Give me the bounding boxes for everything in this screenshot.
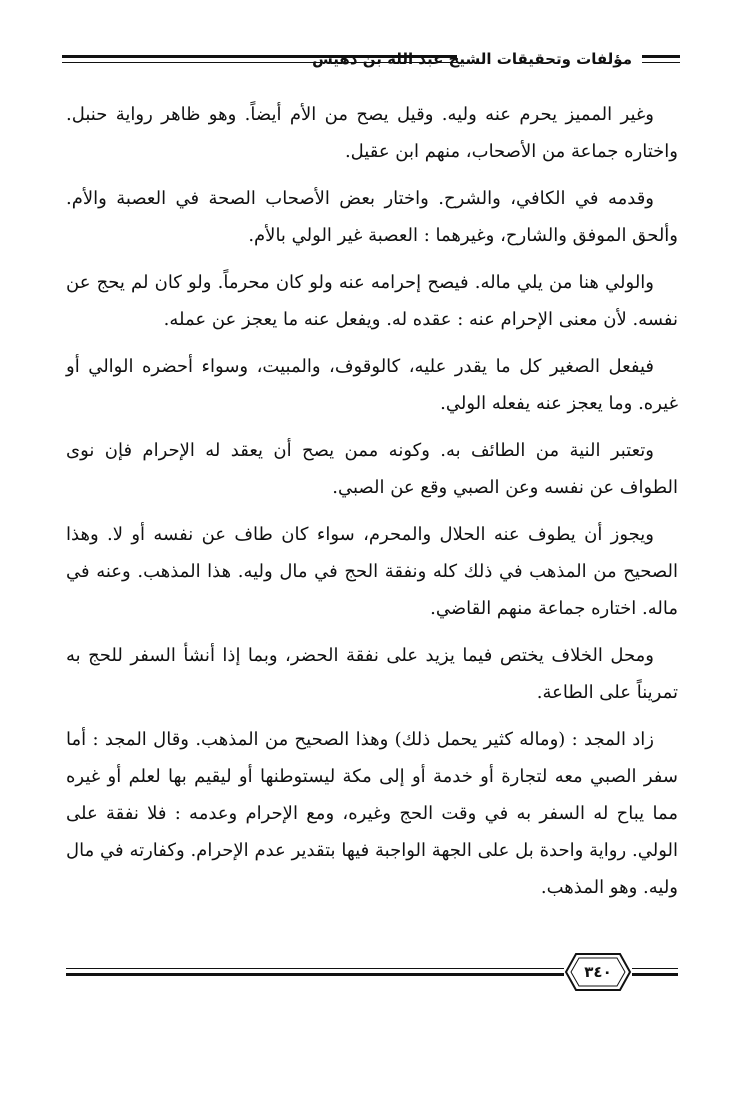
paragraph: والولي هنا من يلي ماله. فيصح إحرامه عنه ولو كان محرماً. ولو كان لم يحج عن نفسه. لأن معنى الإحرام عنه : عقده له. ويفعل عنه ما يعجز عن عمله.	[66, 272, 678, 330]
running-title: مؤلفات وتحقيقات الشيخ عبد الله بن دهيش	[312, 50, 632, 68]
paragraph: ويجوز أن يطوف عنه الحلال والمحرم، سواء كان طاف عن نفسه أو لا. وهذا الصحيح من المذهب في ذلك كله ونفقة الحج في مال وليه. هذا المذهب. وعنه في ماله. اختاره جماعة منهم القاضي.	[66, 524, 678, 619]
page-footer	[66, 952, 678, 992]
page-header	[62, 48, 680, 72]
page-number: ٣٤٠	[584, 963, 612, 981]
paragraph: وقدمه في الكافي، والشرح. واختار بعض الأصحاب الصحة في العصبة والأم. وألحق الموفق والشارح، وغيرهما : العصبة غير الولي بالأم.	[66, 188, 678, 246]
page-body	[66, 96, 678, 906]
footer-rule-left	[66, 968, 564, 976]
paragraph: زاد المجد : (وماله كثير يحمل ذلك) وهذا الصحيح من المذهب. وقال المجد : أما سفر الصبي معه لتجارة أو خدمة أو إلى مكة ليستوطنها أو ليقيم بها لعلم أو غيره مما يباح له السفر به في وقت الحج وغيره، ومع الإحرام وعدمه : فلا نفقة على الولي. رواية واحدة بل على الجهة الواجبة فيها بتقدير عدم الإحرام. وكفارته في مال وليه. وهو المذهب.	[66, 729, 678, 898]
paragraph: ومحل الخلاف يختص فيما يزيد على نفقة الحضر، وبما إذا أنشأ السفر للحج به تمريناً على الطاعة.	[66, 645, 678, 703]
paragraph: وتعتبر النية من الطائف به. وكونه ممن يصح أن يعقد له الإحرام فإن نوى الطواف عن نفسه وعن الصبي وقع عن الصبي.	[66, 440, 678, 498]
page-number-badge	[564, 952, 632, 992]
paragraph: وغير المميز يحرم عنه وليه. وقيل يصح من الأم أيضاً. وهو ظاهر رواية حنبل. واختاره جماعة من الأصحاب، منهم ابن عقيل.	[66, 104, 678, 162]
paragraph: فيفعل الصغير كل ما يقدر عليه، كالوقوف، والمبيت، وسواء أحضره الوالي أو غيره. وما يعجز عنه يفعله الولي.	[66, 356, 678, 414]
header-rule-right	[642, 55, 680, 63]
footer-rule-right	[632, 968, 678, 976]
